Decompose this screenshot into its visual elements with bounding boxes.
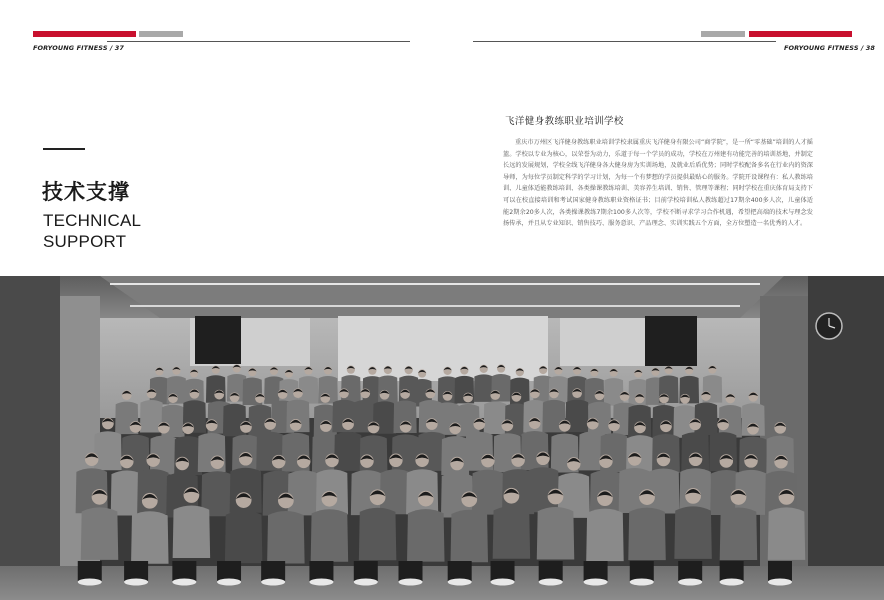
person-shoes bbox=[584, 579, 608, 586]
person-shoes bbox=[399, 579, 423, 586]
group-photo bbox=[0, 276, 884, 600]
title-english-line2: SUPPORT bbox=[43, 232, 127, 251]
person-legs bbox=[78, 561, 102, 581]
person-body bbox=[206, 375, 226, 403]
person-shoes bbox=[309, 579, 333, 586]
person-legs bbox=[124, 561, 148, 581]
person-legs bbox=[309, 561, 333, 581]
title-rule bbox=[43, 148, 85, 150]
person-legs bbox=[491, 561, 515, 581]
person-legs bbox=[354, 561, 378, 581]
person-body bbox=[628, 508, 665, 561]
school-description: 重庆市万州区飞洋健身教练职业培训学校隶属重庆飞洋健身有限公司“商学院”，是一所“零基础”培训的人才摇篮。学校以专业为核心，以荣誉为动力，乐道于每一个学员的成功，学校在万州建有功能完善的培训基地，并制定长远的发展规划，学校全线飞洋健身各大健身房为实训场地，及就业后盾优势；同时学校配备多名在行业内的资深导师，为每位学员制定科学的学习计划，为每一个有梦想的学员提供最贴心的服务。学院开设课程有：私人教练培训、儿童体适能教练培训、各类操课教练培训、美容养生培训、销售、管理等课程；同时学校在重庆体育局支持下可以在校直接培训和考试国家健身教练职业资格证书；目前学校培训私人教练超过17期余400多人次，儿童体适能2期余20多人次，各类操课教练7期余100多人次等，学校不断寻求学习合作机遇，希望把高端的技术与理念发扬传承，并且从专业知识、销售技巧、服务意识、产品理念、实训实践五个方面，全方位塑造一名优秀的人才。 bbox=[503, 139, 813, 228]
person-legs bbox=[630, 561, 654, 581]
person-body bbox=[768, 507, 805, 560]
person-legs bbox=[678, 561, 702, 581]
person-body bbox=[674, 506, 711, 559]
right-running-head: FORYOUNG FITNESS / 38 bbox=[784, 44, 876, 52]
left-header-rule bbox=[107, 41, 410, 42]
left-gray-bar bbox=[139, 31, 183, 37]
person-body bbox=[225, 511, 262, 563]
right-red-bar bbox=[749, 31, 852, 37]
person-body bbox=[359, 508, 396, 561]
person-legs bbox=[261, 561, 285, 581]
left-red-bar bbox=[33, 31, 136, 37]
title-english-line1: TECHNICAL bbox=[43, 211, 142, 230]
person-legs bbox=[217, 561, 241, 581]
person-body bbox=[694, 402, 717, 435]
person-body bbox=[451, 510, 488, 563]
person-body bbox=[360, 435, 388, 474]
person-body bbox=[586, 509, 623, 562]
person-shoes bbox=[78, 579, 102, 586]
person-shoes bbox=[172, 579, 196, 586]
person-body bbox=[288, 470, 320, 515]
person-legs bbox=[448, 561, 472, 581]
person-legs bbox=[768, 561, 792, 581]
person-body bbox=[81, 507, 118, 560]
person-body bbox=[311, 509, 348, 562]
person-legs bbox=[172, 561, 196, 581]
person-body bbox=[407, 509, 444, 561]
person-shoes bbox=[448, 579, 472, 586]
person-body bbox=[537, 507, 574, 560]
person-body bbox=[378, 375, 398, 403]
person-body bbox=[510, 378, 530, 406]
person-shoes bbox=[491, 579, 515, 586]
person-shoes bbox=[217, 579, 241, 586]
right-header-rule bbox=[473, 41, 776, 42]
person-body bbox=[334, 432, 362, 471]
person-shoes bbox=[124, 579, 148, 586]
title-english bbox=[43, 210, 141, 252]
title-chinese: 技术支撑 bbox=[42, 180, 130, 204]
person-legs bbox=[720, 561, 744, 581]
person-body bbox=[173, 506, 210, 559]
person-body bbox=[131, 511, 168, 564]
right-gray-bar bbox=[701, 31, 745, 37]
person-body bbox=[647, 468, 679, 513]
person-shoes bbox=[630, 579, 654, 586]
left-running-head: FORYOUNG FITNESS / 37 bbox=[33, 44, 125, 52]
school-name: 飞洋健身教练职业培训学校 bbox=[505, 116, 624, 127]
person-shoes bbox=[539, 579, 563, 586]
person-shoes bbox=[720, 579, 744, 586]
person-legs bbox=[584, 561, 608, 581]
person-body bbox=[474, 374, 494, 402]
person-shoes bbox=[261, 579, 285, 586]
person-shoes bbox=[768, 579, 792, 586]
person-legs bbox=[539, 561, 563, 581]
group-photo-image bbox=[0, 276, 884, 600]
person-body bbox=[94, 431, 122, 470]
person-body bbox=[720, 507, 757, 560]
person-shoes bbox=[354, 579, 378, 586]
person-body bbox=[267, 511, 304, 564]
person-shoes bbox=[678, 579, 702, 586]
person-body bbox=[493, 506, 530, 559]
person-legs bbox=[399, 561, 423, 581]
person-body bbox=[604, 378, 624, 406]
person-body bbox=[472, 470, 504, 515]
